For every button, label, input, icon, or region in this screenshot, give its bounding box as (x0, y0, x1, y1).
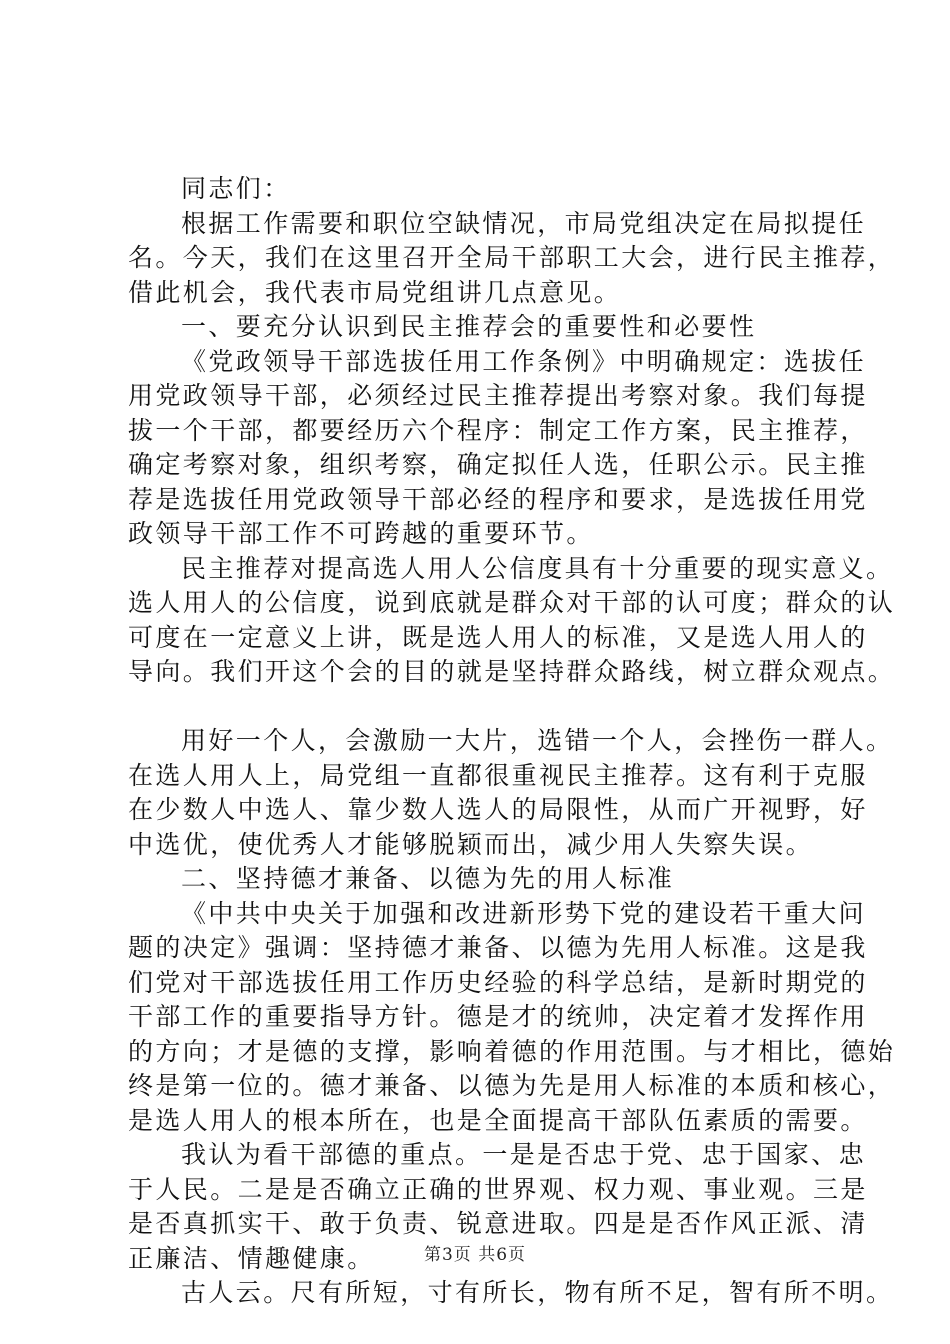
section-heading: 一、要充分认识到民主推荐会的重要性和必要性 (181, 312, 757, 341)
salutation: 同志们： (181, 174, 291, 203)
paragraph-line: 正廉洁、情趣健康。 (128, 1243, 375, 1273)
paragraph-line: 民主推荐对提高选人用人公信度具有十分重要的现实意义。 (181, 553, 894, 583)
paragraph-line: 可度在一定意义上讲，既是选人用人的标准，又是选人用人的 (128, 622, 868, 652)
paragraph-line: 拔一个干部，都要经历六个程序：制定工作方案，民主推荐， (128, 415, 868, 445)
paragraph-line: 选人用人的公信度，说到底就是群众对干部的认可度；群众的认 (128, 588, 896, 617)
paragraph-line: 确定考察对象，组织考察，确定拟任人选，任职公示。民主推 (128, 450, 868, 479)
paragraph-line: 古人云。尺有所短，寸有所长，物有所不足，智有所不明。 (181, 1278, 894, 1307)
page-number: 第3页 共6页 (423, 1245, 527, 1265)
paragraph-line: 在选人用人上，局党组一直都很重视民主推荐。这有利于克服 (128, 760, 868, 790)
paragraph-line: 是否真抓实干、敢于负责、锐意进取。四是是否作风正派、清 (128, 1209, 868, 1238)
paragraph-line: 们党对干部选拔任用工作历史经验的科学总结，是新时期党的 (128, 967, 868, 997)
paragraph-line: 《中共中央关于加强和改进新形势下党的建设若干重大问 (181, 898, 867, 928)
paragraph-line: 名。今天，我们在这里召开全局干部职工大会，进行民主推荐， (128, 243, 896, 272)
paragraph-line: 荐是选拔任用党政领导干部必经的程序和要求，是选拔任用党 (128, 484, 868, 514)
paragraph-line: 用党政领导干部，必须经过民主推荐提出考察对象。我们每提 (128, 381, 868, 410)
paragraph-line: 的方向；才是德的支撑，影响着德的作用范围。与才相比，德始 (128, 1036, 896, 1066)
paragraph-line: 我认为看干部德的重点。一是是否忠于党、忠于国家、忠 (181, 1140, 867, 1169)
blank-line (128, 690, 850, 725)
paragraph-line: 干部工作的重要指导方针。德是才的统帅，决定着才发挥作用 (128, 1002, 868, 1031)
paragraph-line: 终是第一位的。德才兼备、以德为先是用人标准的本质和核心， (128, 1071, 896, 1100)
paragraph-line: 用好一个人，会激励一大片，选错一个人，会挫伤一群人。 (181, 726, 894, 755)
paragraph-line: 中选优，使优秀人才能够脱颖而出，减少用人失察失误。 (128, 829, 814, 859)
paragraph-line: 于人民。二是是否确立正确的世界观、权力观、事业观。三是 (128, 1174, 868, 1204)
document-body (128, 172, 896, 1311)
paragraph-line: 《党政领导干部选拔任用工作条例》中明确规定：选拔任 (181, 346, 867, 376)
section-heading: 二、坚持德才兼备、以德为先的用人标准 (181, 864, 675, 893)
paragraph-line: 题的决定》强调：坚持德才兼备、以德为先用人标准。这是我 (128, 933, 868, 962)
paragraph-line: 在少数人中选人、靠少数人选人的局限性，从而广开视野，好 (128, 795, 868, 824)
paragraph-line: 导向。我们开这个会的目的就是坚持群众路线，树立群众观点。 (128, 657, 896, 686)
page-footer (0, 1240, 950, 1265)
paragraph-line: 根据工作需要和职位空缺情况，市局党组决定在局拟提任 (181, 208, 867, 238)
paragraph-line: 政领导干部工作不可跨越的重要环节。 (128, 519, 594, 548)
paragraph-line: 是选人用人的根本所在，也是全面提高干部队伍素质的需要。 (128, 1105, 868, 1135)
paragraph-line: 借此机会，我代表市局党组讲几点意见。 (128, 277, 622, 307)
